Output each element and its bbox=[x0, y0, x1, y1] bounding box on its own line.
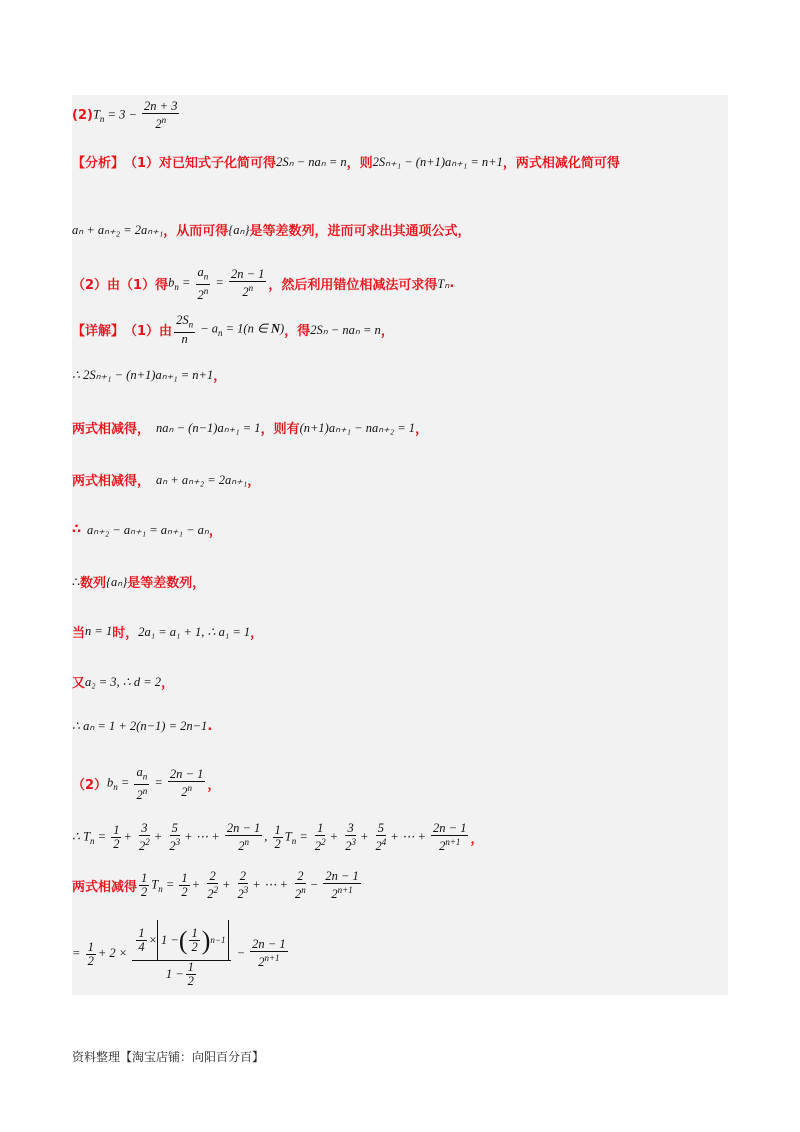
detail-formula: ∴ aₙ = 1 + 2(n−1) = 2n−1 bbox=[72, 719, 208, 733]
detail-line-4 bbox=[72, 470, 260, 489]
analysis-eq2: 2Sₙ₊₁ − (n+1)aₙ₊₁ = n+1 bbox=[372, 154, 503, 169]
detail-eqA: 2Sₙ − naₙ = n bbox=[310, 322, 381, 337]
analysis-then: ，则 bbox=[346, 156, 373, 171]
analysis-subtract: ，两式相减化简可得 bbox=[502, 156, 620, 171]
detail-tn-sum: ∴ $T_n$ = $\frac{1}{2}$ + $\frac{3}{2^2}$ + $\frac{5}{2^3}$ + ⋯ + $\frac{2n - 1}{2^n}$ , $\frac{1}{2}$ $T_n$ = $\frac{1}{2^2}$ + $\frac{3}{2^3}$ + $\frac{5}{2^4}$ + ⋯ + $\frac{2n - 1}{2^{n+1}}$ bbox=[72, 821, 467, 854]
detail-bn-comma: ， bbox=[207, 778, 221, 794]
detail-when-tail: 时， bbox=[112, 626, 139, 641]
detail-sub1-then: ，则有 bbox=[260, 422, 300, 437]
detail-line-1 bbox=[72, 314, 394, 346]
detail-sub1-comma: ， bbox=[415, 422, 429, 437]
analysis-part2-tail: ，然后利用错位相减法可求得 bbox=[268, 278, 438, 294]
detail-sub2-label: 两式相减得， bbox=[72, 474, 151, 489]
detail-line-7 bbox=[72, 622, 263, 641]
detail-seq-prefix: ∴ bbox=[72, 574, 80, 589]
detail-line-11 bbox=[72, 822, 484, 853]
analysis-conclude: ，从而可得 bbox=[163, 224, 229, 239]
analysis-line-2 bbox=[72, 220, 470, 239]
detail-line-3 bbox=[72, 418, 428, 437]
analysis-tn: Tₙ bbox=[437, 276, 450, 291]
detail-when-comma: ， bbox=[250, 626, 264, 641]
analysis-arith: 是等差数列，进而可求出其通项公式， bbox=[249, 224, 471, 239]
detail-when-n: n = 1 bbox=[85, 624, 113, 638]
analysis-eq1: 2Sₙ − naₙ = n bbox=[276, 154, 347, 169]
detail-line-13 bbox=[72, 920, 290, 988]
detail-get: ，得 bbox=[284, 324, 311, 340]
detail-line-9 bbox=[72, 718, 212, 734]
detail-part2-label: （2） bbox=[72, 778, 108, 794]
analysis-seq: {aₙ} bbox=[228, 222, 250, 237]
part2-answer bbox=[72, 100, 181, 131]
footer-text: 资料整理【淘宝店铺：向阳百分百】 bbox=[72, 1050, 265, 1064]
detail-sub2-eq: aₙ + aₙ₊₂ = 2aₙ₊₁ bbox=[156, 472, 248, 487]
detail-sub1-eq2: (n+1)aₙ₊₁ − naₙ₊₂ = 1 bbox=[299, 420, 416, 435]
detail-final-eq: = $\frac{1}{2}$ + 2 × $\frac{1}{4}$ × 1 − ( $\frac{1}{2}$ ) n−1 1 − $\frac{1}{2}$ − $\frac{2n - 1}{2^{n+1}}$ bbox=[72, 920, 290, 988]
detail-given: $\frac{2S_n}{n}$ − $a_n = 1(n$ ∈ N) bbox=[176, 313, 285, 346]
detail-part1-intro: （1）由 bbox=[124, 324, 173, 340]
detail-when-label: 当 bbox=[72, 626, 86, 641]
detail-therefore: ∴ bbox=[72, 522, 82, 537]
detail-eqB-comma: ， bbox=[213, 369, 227, 384]
analysis-part2-intro: （2）由（1）得 bbox=[72, 278, 169, 294]
detail-seq-label: 数列 bbox=[79, 576, 106, 591]
detail-line-5 bbox=[72, 520, 222, 539]
detail-when-eq: 2a₁ = a₁ + 1, ∴ a₁ = 1 bbox=[138, 624, 251, 639]
analysis-line-1 bbox=[72, 152, 620, 171]
detail-eqC-comma: ， bbox=[208, 524, 222, 539]
part2-answer-label: (2) bbox=[72, 108, 93, 124]
detail-period: . bbox=[207, 718, 213, 734]
part2-answer-formula: $T_n = 3$ − $\frac{2n + 3}{2^n}$ bbox=[92, 99, 178, 132]
detail-line-8 bbox=[72, 672, 174, 691]
detail-seq-name: {aₙ} bbox=[105, 574, 128, 589]
detail-sub3-label: 两式相减得 bbox=[72, 880, 138, 896]
detail-eqB: ∴ 2Sₙ₊₁ − (n+1)aₙ₊₁ = n+1 bbox=[72, 367, 214, 382]
detail-bn: $b_n$ = $\frac{a_n}{2^n}$ = $\frac{2n - 1}{2^n}$ bbox=[107, 765, 204, 802]
analysis-eq3: aₙ + aₙ₊₂ = 2aₙ₊₁ bbox=[72, 222, 164, 237]
analysis-dot: . bbox=[449, 276, 455, 292]
detail-seq-tail: 是等差数列， bbox=[127, 576, 206, 591]
detail-line-10 bbox=[72, 766, 220, 802]
detail-again-comma: ， bbox=[161, 676, 175, 691]
detail-eqC: aₙ₊₂ − aₙ₊₁ = aₙ₊₁ − aₙ bbox=[87, 522, 209, 537]
analysis-label: 【分析】 bbox=[72, 156, 125, 171]
analysis-bn: $b_n$ = $\frac{a_n}{2^n}$ = $\frac{2n - 1}{2^n}$ bbox=[168, 265, 265, 302]
detail-line-2 bbox=[72, 365, 226, 384]
detail-label: 【详解】 bbox=[72, 324, 125, 340]
analysis-part1-intro: （1）对已知式子化简可得 bbox=[124, 156, 277, 171]
detail-sub3-eq: $\frac{1}{2}$ $T_n$ = $\frac{1}{2}$ + $\frac{2}{2^2}$ + $\frac{2}{2^3}$ + ⋯ + $\frac{2}{2^n}$ − $\frac{2n - 1}{2^{n+1}}$ bbox=[141, 869, 359, 902]
analysis-line-3 bbox=[72, 266, 454, 302]
detail-line-12 bbox=[72, 870, 363, 901]
detail-sub2-comma: ， bbox=[247, 474, 261, 489]
detail-sub1-eq: naₙ − (n−1)aₙ₊₁ = 1 bbox=[156, 420, 261, 435]
detail-sub1-label: 两式相减得， bbox=[72, 422, 151, 437]
detail-again-label: 又 bbox=[72, 676, 86, 691]
detail-again-eq: a₂ = 3, ∴ d = 2 bbox=[85, 674, 162, 689]
detail-tn-sum-comma: ， bbox=[470, 832, 484, 848]
detail-comma: ， bbox=[380, 324, 394, 340]
detail-line-6 bbox=[72, 572, 205, 591]
